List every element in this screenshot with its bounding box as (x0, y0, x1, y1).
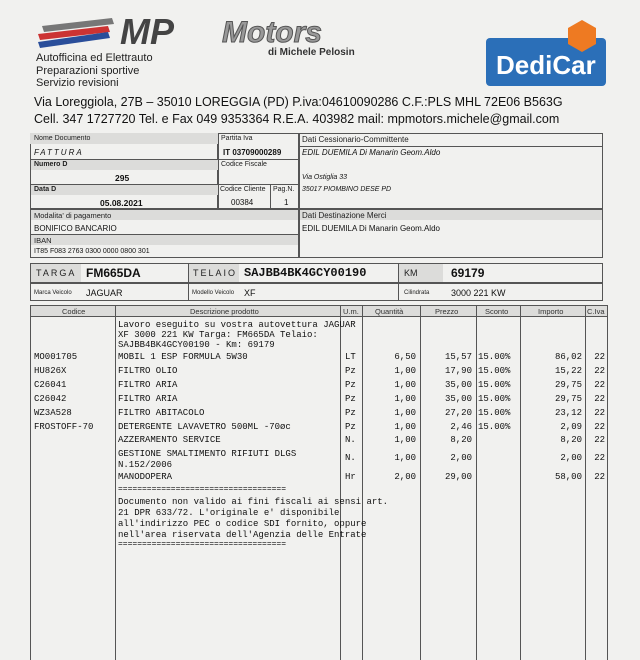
mp-logo (38, 12, 218, 50)
cell-civa: 22 (594, 422, 605, 432)
cell-importo: 86,02 (554, 352, 582, 362)
iban-value: IT85 F083 2763 0300 0000 0800 301 (34, 248, 150, 255)
cell-sconto: 15.00% (478, 380, 511, 390)
notice-line: Documento non valido ai fini fiscali ai sensi art. (118, 497, 389, 507)
cell-um: N. (345, 435, 356, 445)
cell-civa: 22 (594, 366, 605, 376)
cell-importo: 58,00 (554, 472, 582, 482)
cilindrata-value: 3000 221 KW (451, 288, 506, 298)
cell-quantita: 1,00 (394, 394, 416, 404)
cell-codice: C26042 (34, 394, 67, 404)
doc-name-value: FATTURA (34, 148, 84, 157)
cessionario-address1: Via Ostiglia 33 (302, 174, 348, 181)
cell-sconto: 15.00% (478, 422, 511, 432)
doc-date-label-bg (31, 185, 218, 195)
cell-prezzo: 15,57 (444, 352, 472, 362)
cell-codice: C26041 (34, 380, 67, 390)
cell-civa: 22 (594, 472, 605, 482)
svg-text:MP: MP (120, 12, 174, 50)
doc-name-label: Nome Documento (34, 135, 91, 142)
cilindrata-label: Cilindrata (404, 290, 430, 296)
cell-codice: WZ3A528 (34, 408, 72, 418)
cell-prezzo: 2,00 (450, 453, 472, 463)
iban-label-bg (31, 235, 298, 245)
cell-prezzo: 17,90 (444, 366, 472, 376)
cell-prezzo: 8,20 (450, 435, 472, 445)
payment-label: Modalita' di pagamento (34, 211, 112, 220)
separator-line: =================================== (118, 540, 287, 549)
cell-civa: 22 (594, 453, 605, 463)
codice-cliente-value: 00384 (231, 198, 254, 207)
cell-prezzo: 2,46 (450, 422, 472, 432)
cell-prezzo: 35,00 (444, 394, 472, 404)
cell-descrizione: MOBIL 1 ESP FORMULA 5W30 (118, 352, 248, 362)
page-label: Pag.N. (273, 186, 295, 193)
cell-codice: FROSTOFF-70 (34, 422, 94, 432)
company-subtitle: di Michele Pelosin (268, 47, 355, 58)
separator-line: =================================== (118, 485, 287, 494)
cell-quantita: 1,00 (394, 453, 416, 463)
cell-descrizione: FILTRO ABITACOLO (118, 408, 205, 418)
cell-importo: 29,75 (554, 394, 582, 404)
tagline-line: Autofficina ed Elettrauto (36, 52, 153, 64)
cell-um: Hr (345, 472, 356, 482)
targa-value: FM665DA (86, 266, 141, 280)
col-um: U.m. (343, 307, 359, 316)
cell-importo: 15,22 (554, 366, 582, 376)
doc-number-label: Numero D (34, 161, 68, 168)
col-descrizione: Descrizione prodotto (190, 307, 259, 316)
cell-um: Pz (345, 408, 356, 418)
partita-iva-value: IT 03709000289 (223, 148, 282, 157)
iban-label: IBAN (34, 236, 52, 245)
cell-um: LT (345, 352, 356, 362)
tagline-line: Servizio revisioni (36, 77, 119, 89)
cell-civa: 22 (594, 435, 605, 445)
col-sconto: Sconto (485, 307, 509, 316)
km-label: KM (404, 268, 418, 278)
cessionario-box (299, 133, 603, 209)
col-importo: Importo (538, 307, 564, 316)
cell-civa: 22 (594, 408, 605, 418)
col-quantita: Quantità (375, 307, 404, 316)
cell-prezzo: 35,00 (444, 380, 472, 390)
cessionario-label: Dati Cessionario-Committente (302, 135, 409, 144)
modello-value: XF (244, 288, 256, 298)
contact-address: Via Loreggiola, 27B – 35010 LOREGGIA (PD) P.iva:04610090286 C.F.:PLS MHL 72E06 B563G (34, 95, 563, 109)
svg-text:Motors: Motors (222, 16, 322, 48)
cell-descrizione-cont: N.152/2006 (118, 460, 173, 470)
notice-line: all'indirizzo PEC o codice SDI fornito, oppure (118, 519, 367, 529)
targa-label: TARGA (36, 268, 77, 278)
cell-quantita: 2,00 (394, 472, 416, 482)
partita-iva-label: Partita Iva (221, 135, 253, 142)
cell-quantita: 1,00 (394, 366, 416, 376)
cell-civa: 22 (594, 380, 605, 390)
doc-date-value: 05.08.2021 (100, 198, 143, 208)
marca-label: Marca Veicolo (34, 290, 72, 296)
col-prezzo: Prezzo (435, 307, 459, 316)
cell-descrizione: FILTRO ARIA (118, 394, 178, 404)
telaio-value: SAJBB4BK4GCY00190 (244, 266, 367, 280)
svg-text:DediCar: DediCar (496, 50, 596, 80)
dedicar-logo (484, 18, 610, 88)
cell-importo: 29,75 (554, 380, 582, 390)
intro-line: Lavoro eseguito su vostra autovettura JAGUAR (118, 320, 356, 330)
cell-descrizione: DETERGENTE LAVAVETRO 500ML -70øc (118, 422, 291, 432)
cell-um: N. (345, 453, 356, 463)
doc-date-label: Data D (34, 186, 57, 193)
cell-descrizione: AZZERAMENTO SERVICE (118, 435, 221, 445)
marca-value: JAGUAR (86, 288, 123, 298)
cell-descrizione: FILTRO OLIO (118, 366, 178, 376)
col-civa: C.Iva (587, 307, 605, 316)
cell-descrizione: GESTIONE SMALTIMENTO RIFIUTI DLGS (118, 449, 297, 459)
cell-sconto: 15.00% (478, 394, 511, 404)
cell-prezzo: 29,00 (444, 472, 472, 482)
cell-quantita: 1,00 (394, 380, 416, 390)
cessionario-name: EDIL DUEMILA Di Manarin Geom.Aldo (302, 148, 441, 157)
cell-quantita: 6,50 (394, 352, 416, 362)
cell-importo: 2,00 (560, 453, 582, 463)
cell-quantita: 1,00 (394, 435, 416, 445)
motors-logo (220, 16, 380, 48)
cell-codice: HU826X (34, 366, 67, 376)
cell-codice: MO001705 (34, 352, 78, 362)
cell-sconto: 15.00% (478, 366, 511, 376)
cessionario-address2: 35017 PIOMBINO DESE PD (302, 186, 392, 193)
destination-value: EDIL DUEMILA Di Manarin Geom.Aldo (302, 224, 440, 233)
cell-descrizione: FILTRO ARIA (118, 380, 178, 390)
cell-quantita: 1,00 (394, 422, 416, 432)
cell-civa: 22 (594, 352, 605, 362)
codice-fiscale-label: Codice Fiscale (221, 161, 267, 168)
cell-civa: 22 (594, 394, 605, 404)
cell-importo: 23,12 (554, 408, 582, 418)
cell-importo: 8,20 (560, 435, 582, 445)
telaio-label: TELAIO (193, 268, 238, 278)
col-codice: Codice (62, 307, 86, 316)
page-value: 1 (284, 198, 289, 207)
cell-descrizione: MANODOPERA (118, 472, 173, 482)
cell-um: Pz (345, 380, 356, 390)
cell-um: Pz (345, 394, 356, 404)
destination-label: Dati Destinazione Merci (302, 211, 387, 220)
notice-line: nell'area riservata dell'Agenzia delle Entrate (118, 530, 367, 540)
intro-line: SAJBB4BK4GCY00190 - Km: 69179 (118, 340, 275, 350)
cell-importo: 2,09 (560, 422, 582, 432)
cell-sconto: 15.00% (478, 408, 511, 418)
cell-um: Pz (345, 422, 356, 432)
doc-number-value: 295 (115, 173, 130, 183)
tagline-line: Preparazioni sportive (36, 64, 140, 77)
cell-quantita: 1,00 (394, 408, 416, 418)
cell-sconto: 15.00% (478, 352, 511, 362)
company-tagline (36, 52, 153, 90)
km-value: 69179 (451, 266, 485, 280)
cell-prezzo: 27,20 (444, 408, 472, 418)
modello-label: Modello Veicolo (192, 290, 235, 296)
intro-line: XF 3000 221 KW Targa: FM665DA Telaio: (118, 330, 318, 340)
cell-um: Pz (345, 366, 356, 376)
codice-cliente-label: Codice Cliente (220, 186, 266, 193)
payment-value: BONIFICO BANCARIO (34, 224, 117, 233)
contact-phone-mail: Cell. 347 1727720 Tel. e Fax 049 9353364 R.E.A. 403982 mail: mpmotors.michele@gmail.com (34, 112, 560, 126)
notice-line: 21 DPR 633/72. L'originale e' disponibile (118, 508, 340, 518)
